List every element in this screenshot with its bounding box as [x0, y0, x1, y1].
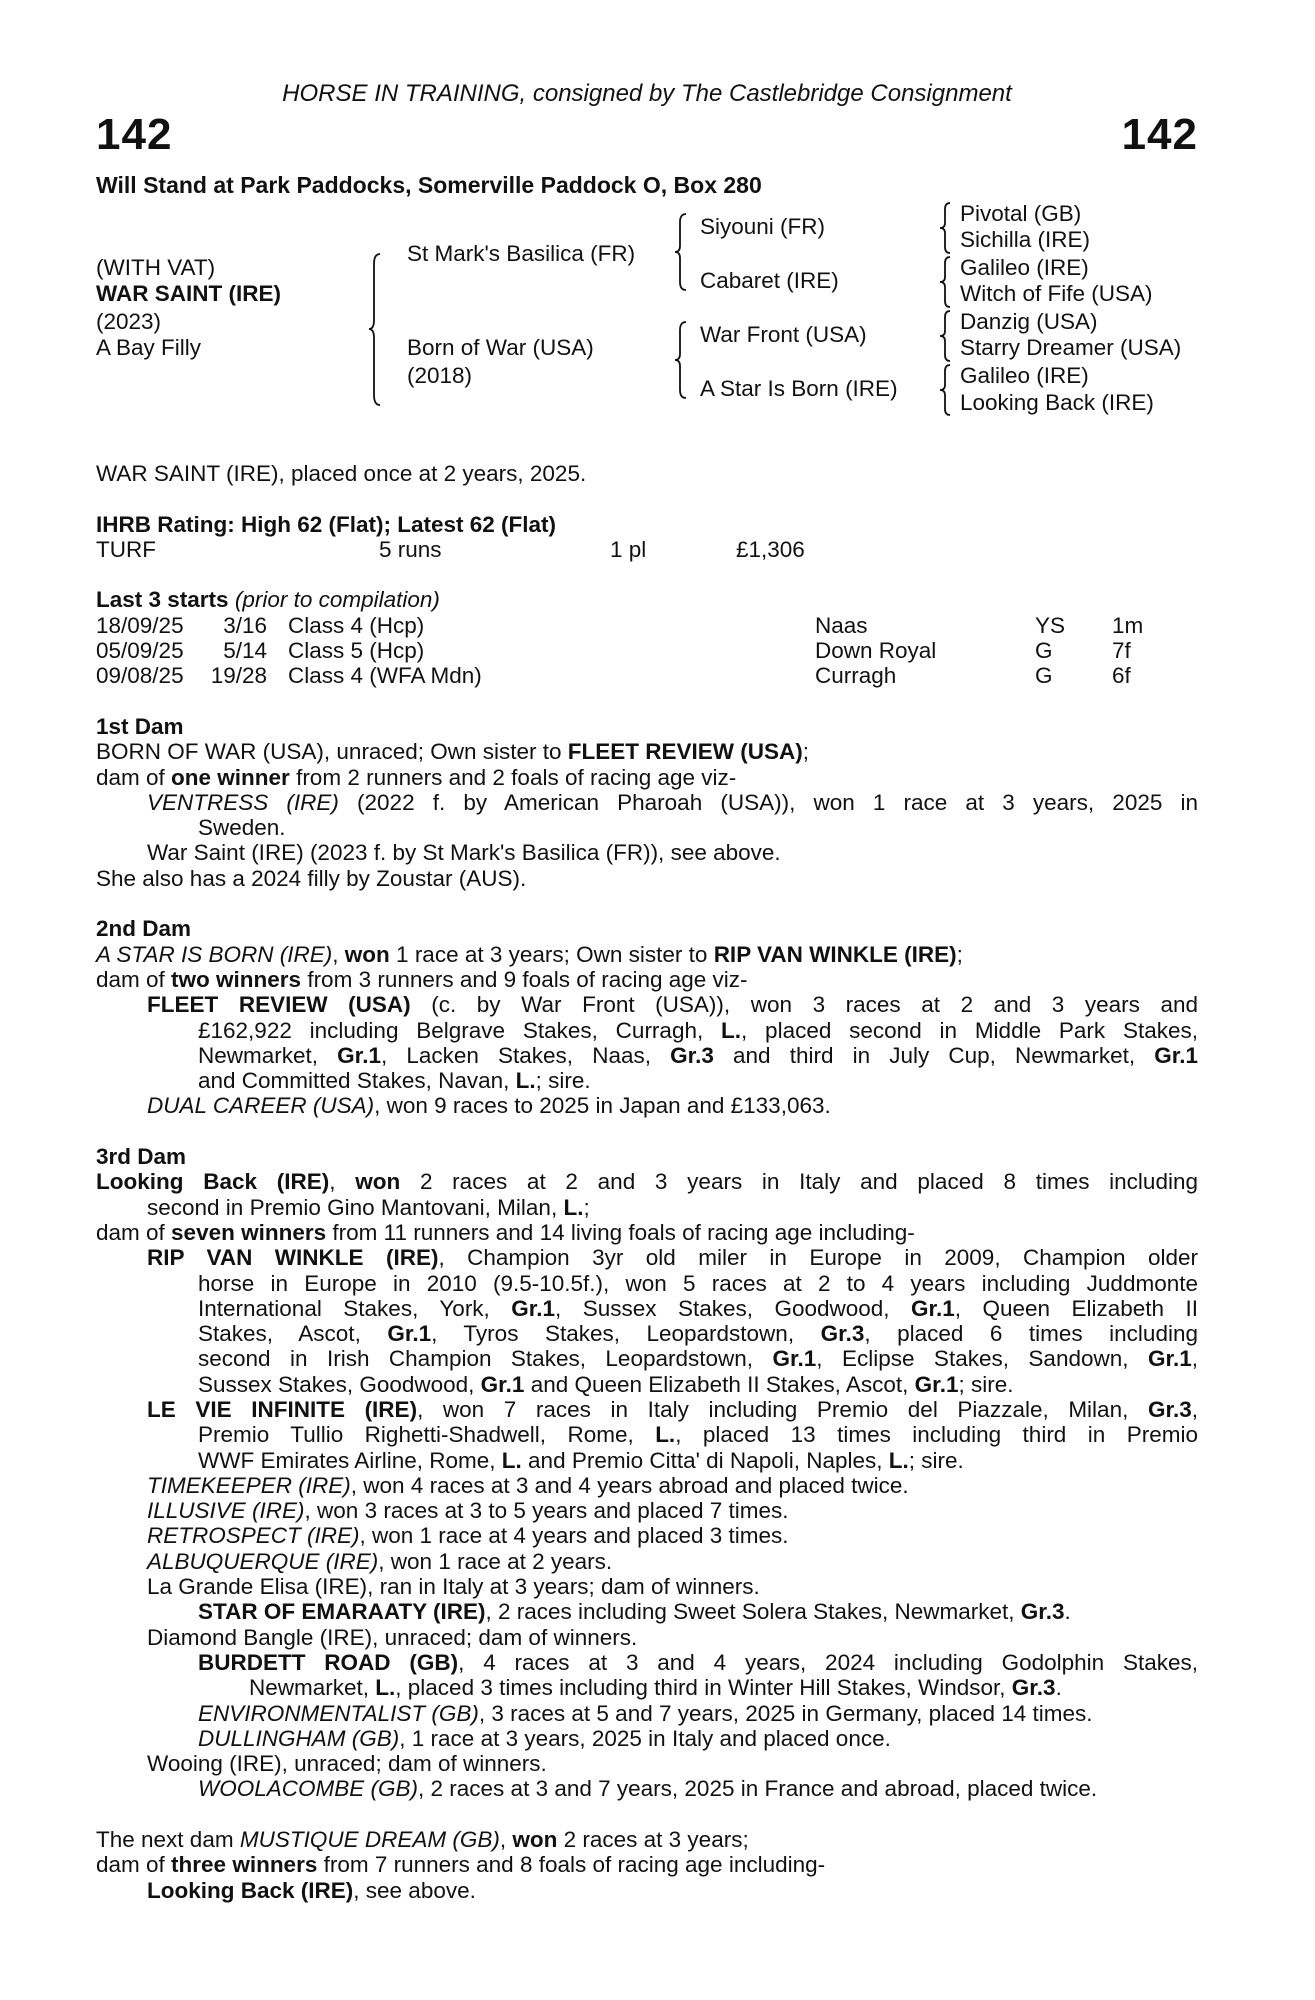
text-line	[198, 1650, 1198, 1675]
text: , Tyros Stakes, Leopardstown,	[431, 1321, 821, 1347]
paragraph	[96, 1599, 1198, 1624]
bold-text: Gr.3	[1020, 1599, 1065, 1625]
text: The next dam	[96, 1827, 240, 1853]
paragraph	[96, 1827, 1198, 1852]
start-date: 18/09/25	[96, 612, 184, 638]
text-line	[147, 1093, 1198, 1118]
text: , won 3 races at 3 to 5 years and placed 7 times.	[304, 1498, 789, 1524]
brace-icon	[938, 363, 952, 417]
catalogue-header: HORSE IN TRAINING, consigned by The Castlebridge Consignment	[282, 80, 1012, 107]
text-line	[198, 1271, 1198, 1296]
brace-icon	[938, 255, 952, 309]
stand-location: Will Stand at Park Paddocks, Somerville Paddock O, Box 280	[96, 172, 762, 198]
start-date: 05/09/25	[96, 638, 184, 664]
surface: TURF	[96, 536, 156, 562]
section-1	[96, 714, 1198, 891]
text: , won 7 races in Italy including Premio del Piazzale, Milan,	[417, 1396, 1148, 1422]
text-line	[198, 1726, 1198, 1751]
last-starts-table	[96, 613, 1198, 689]
lot-number-left: 142	[96, 110, 173, 159]
text-line	[198, 1422, 1198, 1447]
spacer	[96, 1802, 1198, 1827]
bold-text: Gr.1	[1147, 1346, 1192, 1372]
text-line	[198, 815, 1198, 840]
bold-text: L.	[655, 1422, 676, 1448]
text: , 2 races including Sweet Solera Stakes, Newmarket,	[485, 1599, 1021, 1625]
ancestor: Starry Dreamer (USA)	[960, 335, 1182, 360]
start-dist: 6f	[1112, 663, 1131, 689]
text: ;	[956, 941, 963, 967]
text: Sweden.	[198, 815, 286, 841]
paragraph	[96, 840, 1198, 865]
bold-text: Gr.1	[511, 1295, 556, 1321]
text: War Saint (IRE) (2023 f. by St Mark's Basilica (FR)), see above.	[147, 840, 781, 866]
text: ,	[329, 1169, 356, 1195]
text-line	[249, 1675, 1198, 1700]
text: , won 4 races at 3 and 4 years abroad and placed twice.	[350, 1472, 909, 1498]
text-line	[147, 840, 1198, 865]
paragraph	[96, 866, 1198, 891]
paragraph	[96, 1726, 1198, 1751]
bold-text: FLEET REVIEW (USA)	[567, 739, 803, 765]
bold-text: Gr.3	[1011, 1675, 1056, 1701]
horse-description: A Bay Filly	[96, 335, 202, 360]
text: WWF Emirates Airline, Rome,	[198, 1447, 502, 1473]
text: Premio Tullio Righetti-Shadwell, Rome,	[198, 1422, 656, 1448]
text-line	[147, 1751, 1198, 1776]
table-row	[96, 638, 1198, 663]
bold-text: Gr.1	[387, 1321, 432, 1347]
paragraph	[96, 1751, 1198, 1776]
bold-text: FLEET REVIEW (USA)	[147, 992, 411, 1018]
start-dist: 1m	[1112, 612, 1144, 638]
paragraph	[96, 739, 1198, 764]
start-date: 09/08/25	[96, 663, 184, 689]
brace-icon	[674, 212, 688, 292]
bold-text: L.	[375, 1675, 396, 1701]
italic-text: TIMEKEEPER (IRE)	[147, 1472, 351, 1498]
text-line	[96, 1852, 1198, 1877]
text: Sussex Stakes, Goodwood,	[198, 1371, 481, 1397]
text: Diamond Bangle (IRE), unraced; dam of winners.	[147, 1624, 638, 1650]
section-title: 2nd Dam	[96, 916, 192, 942]
sire: St Mark's Basilica (FR)	[407, 241, 636, 266]
bold-text: L.	[563, 1194, 584, 1220]
text: and Queen Elizabeth II Stakes, Ascot,	[524, 1371, 915, 1397]
text: and third in July Cup, Newmarket,	[713, 1042, 1155, 1068]
text: , Champion 3yr old miler in Europe in 2009, Champion older	[438, 1245, 1199, 1271]
start-going: YS	[1035, 612, 1066, 638]
text: , Eclipse Stakes, Sandown,	[816, 1346, 1148, 1372]
spacer	[96, 1119, 1198, 1144]
bold-text: L.	[888, 1447, 909, 1473]
text-line	[147, 1549, 1198, 1574]
italic-text: VENTRESS (IRE)	[147, 789, 339, 815]
text: , won 1 race at 4 years and placed 3 times.	[359, 1523, 789, 1549]
brace-icon	[674, 320, 688, 400]
paragraph	[96, 1397, 1198, 1473]
placings: 1 pl	[610, 536, 647, 562]
ancestor: Sichilla (IRE)	[960, 227, 1091, 252]
paragraph	[96, 1093, 1198, 1118]
text-line	[198, 1372, 1198, 1397]
text: ;	[583, 1194, 590, 1220]
table-row	[96, 663, 1198, 688]
earnings: £1,306	[736, 536, 805, 562]
text: second in Premio Gino Mantovani, Milan,	[147, 1194, 564, 1220]
paragraph	[96, 1776, 1198, 1801]
bold-text: Gr.1	[337, 1042, 381, 1068]
paragraph	[96, 790, 1198, 841]
text: ; sire.	[908, 1447, 964, 1473]
text: dam of	[96, 966, 172, 992]
text: from 2 runners and 2 foals of racing age viz-	[289, 764, 737, 790]
text: International Stakes, York,	[198, 1295, 512, 1321]
italic-text: ENVIRONMENTALIST (GB)	[198, 1700, 479, 1726]
start-pos: 19/28	[210, 663, 267, 689]
paragraph	[96, 1220, 1198, 1245]
paragraph	[96, 1498, 1198, 1523]
text: BORN OF WAR (USA), unraced; Own sister to	[96, 739, 568, 765]
text: and Committed Stakes, Navan,	[198, 1068, 516, 1094]
paragraph	[96, 942, 1198, 967]
text: dam of	[96, 1219, 172, 1245]
text: second in Irish Champion Stakes, Leopardstown,	[198, 1346, 773, 1372]
start-pos: 3/16	[223, 612, 267, 638]
bold-text: one winner	[171, 764, 290, 790]
text: , 4 races at 3 and 4 years, 2024 including Godolphin Stakes,	[458, 1649, 1198, 1675]
ancestor: Looking Back (IRE)	[960, 390, 1154, 415]
bold-text: BURDETT ROAD (GB)	[198, 1649, 459, 1675]
text-line	[147, 1625, 1198, 1650]
text-line	[198, 1448, 1198, 1473]
section-2	[96, 916, 1198, 1118]
text: Wooing (IRE), unraced; dam of winners.	[147, 1751, 547, 1777]
dam-sire: War Front (USA)	[700, 322, 867, 347]
text: (2022 f. by American Pharoah (USA)), won 1 race at 3 years, 2025 in	[338, 789, 1198, 815]
rating-row	[96, 537, 1198, 562]
catalogue-body	[96, 461, 1198, 1903]
text: ; sire.	[958, 1371, 1014, 1397]
start-dist: 7f	[1112, 638, 1131, 664]
bold-text: RIP VAN WINKLE (IRE)	[713, 941, 957, 967]
text-line	[96, 765, 1198, 790]
text: ;	[802, 739, 810, 765]
text: La Grande Elisa (IRE), ran in Italy at 3 years; dam of winners.	[147, 1574, 760, 1600]
text-line	[96, 1220, 1198, 1245]
text: , won 1 race at 2 years.	[378, 1548, 613, 1574]
table-row	[96, 613, 1198, 638]
text: ,	[499, 1827, 513, 1853]
text: ,	[332, 941, 345, 967]
italic-text: DULLINGHAM (GB)	[198, 1725, 400, 1751]
bold-text: Gr.3	[820, 1321, 865, 1347]
bold-text: L.	[501, 1447, 522, 1473]
foaling-year: (2023)	[96, 309, 162, 334]
bold-text: Gr.1	[914, 1371, 959, 1397]
paragraph	[96, 992, 1198, 1093]
italic-text: RETROSPECT (IRE)	[147, 1523, 360, 1549]
ancestor: Witch of Fife (USA)	[960, 281, 1153, 306]
italic-text: A STAR IS BORN (IRE)	[96, 941, 333, 967]
text: £162,922 including Belgrave Stakes, Curragh,	[198, 1017, 722, 1043]
paragraph	[96, 1549, 1198, 1574]
text: , won 9 races to 2025 in Japan and £133,063.	[374, 1093, 831, 1119]
text: , placed second in Middle Park Stakes,	[741, 1017, 1198, 1043]
paragraph	[96, 967, 1198, 992]
bold-text: Gr.1	[1154, 1042, 1198, 1068]
text: .	[1055, 1675, 1062, 1701]
text-line	[198, 1599, 1198, 1624]
dam: Born of War (USA)	[407, 335, 594, 360]
text-line	[147, 1195, 1198, 1220]
section-title: 1st Dam	[96, 713, 184, 739]
text: , 2 races at 3 and 7 years, 2025 in France and abroad, placed twice.	[418, 1776, 1098, 1802]
text-line	[96, 1827, 1198, 1852]
runs: 5 runs	[379, 536, 442, 562]
spacer	[96, 891, 1198, 916]
section-3	[96, 1144, 1198, 1802]
text: , see above.	[353, 1877, 476, 1903]
ancestor: Pivotal (GB)	[960, 201, 1082, 226]
bold-text: Looking Back (IRE)	[147, 1877, 354, 1903]
text: , Lacken Stakes, Naas,	[380, 1042, 671, 1068]
text: , placed 13 times including third in Premio	[675, 1422, 1198, 1448]
text-line	[96, 866, 1198, 891]
ancestor: Galileo (IRE)	[960, 363, 1089, 388]
paragraph	[96, 1650, 1198, 1701]
bold-text: L.	[515, 1068, 536, 1094]
brace-icon	[938, 309, 952, 363]
bold-text: three winners	[171, 1852, 318, 1878]
race-summary: WAR SAINT (IRE), placed once at 2 years, 2025.	[96, 461, 587, 486]
paragraph	[96, 765, 1198, 790]
dam-dam: A Star Is Born (IRE)	[700, 376, 898, 401]
ancestor: Danzig (USA)	[960, 309, 1098, 334]
start-going: G	[1035, 663, 1053, 689]
paragraph	[96, 1169, 1198, 1220]
text: Newmarket,	[249, 1675, 376, 1701]
bold-text: Gr.3	[1147, 1396, 1192, 1422]
start-race: Class 5 (Hcp)	[288, 638, 425, 664]
text: .	[1064, 1599, 1071, 1625]
paragraph	[96, 1473, 1198, 1498]
text-line	[198, 1346, 1198, 1371]
text: ; sire.	[535, 1068, 591, 1094]
sire-sire: Siyouni (FR)	[700, 214, 826, 239]
bold-text: RIP VAN WINKLE (IRE)	[147, 1245, 439, 1271]
bold-text: L.	[721, 1017, 742, 1043]
text-line	[147, 1878, 1198, 1903]
text-line	[147, 992, 1198, 1017]
bold-text: won	[344, 941, 390, 967]
bold-text: won	[512, 1827, 558, 1853]
start-going: G	[1035, 638, 1053, 664]
bold-text: Gr.1	[911, 1295, 955, 1321]
brace-icon	[368, 252, 382, 407]
bold-text: LE VIE INFINITE (IRE)	[147, 1396, 418, 1422]
text-line	[96, 942, 1198, 967]
text: Stakes, Ascot,	[198, 1321, 388, 1347]
text: ,	[1191, 1396, 1198, 1422]
text: ,	[1191, 1346, 1198, 1372]
start-course: Curragh	[815, 663, 897, 689]
paragraph	[96, 1245, 1198, 1397]
vat-note: (WITH VAT)	[96, 255, 216, 280]
bold-text: Gr.1	[480, 1371, 525, 1397]
start-race: Class 4 (WFA Mdn)	[288, 663, 482, 689]
start-course: Down Royal	[815, 638, 937, 664]
ancestor: Galileo (IRE)	[960, 255, 1089, 280]
bold-text: STAR OF EMARAATY (IRE)	[198, 1599, 486, 1625]
text: 1 race at 3 years; Own sister to	[389, 941, 714, 967]
text: , Queen Elizabeth II	[954, 1295, 1198, 1321]
spacer	[96, 689, 1198, 714]
text: , placed 6 times including	[864, 1321, 1198, 1347]
text: and Premio Citta' di Napoli, Naples,	[521, 1447, 889, 1473]
text-line	[198, 1068, 1198, 1093]
bold-text: two winners	[171, 966, 302, 992]
text-line	[198, 1296, 1198, 1321]
sire-dam: Cabaret (IRE)	[700, 268, 839, 293]
text: horse in Europe in 2010 (9.5-10.5f.), won 5 races at 2 to 4 years including Juddmonte	[198, 1270, 1198, 1296]
text: from 7 runners and 8 foals of racing age including-	[317, 1852, 826, 1878]
section-title: 3rd Dam	[96, 1144, 187, 1170]
text: She also has a 2024 filly by Zoustar (AUS).	[96, 865, 527, 891]
italic-text: DUAL CAREER (USA)	[147, 1093, 375, 1119]
bold-text: Gr.3	[670, 1042, 714, 1068]
bold-text: won	[355, 1169, 401, 1195]
text-line	[147, 1397, 1198, 1422]
paragraph	[96, 1852, 1198, 1877]
paragraph	[96, 1878, 1198, 1903]
text-line	[198, 1321, 1198, 1346]
text-line	[198, 1018, 1198, 1043]
text: 2 races at 2 and 3 years in Italy and placed 8 times including	[400, 1169, 1198, 1195]
text-line	[198, 1776, 1198, 1801]
start-race: Class 4 (Hcp)	[288, 612, 425, 638]
text: from 3 runners and 9 foals of racing age viz-	[301, 966, 748, 992]
rating-title: IHRB Rating: High 62 (Flat); Latest 62 (Flat)	[96, 511, 557, 537]
text-line	[96, 967, 1198, 992]
paragraph	[96, 1625, 1198, 1650]
italic-text: ALBUQUERQUE (IRE)	[147, 1548, 379, 1574]
paragraph	[96, 1523, 1198, 1548]
horse-name: WAR SAINT (IRE)	[96, 281, 281, 306]
text-line	[96, 739, 1198, 764]
text-line	[147, 1245, 1198, 1270]
text: 2 races at 3 years;	[557, 1827, 749, 1853]
text-line	[147, 790, 1198, 815]
last-starts-title: Last 3 starts	[96, 587, 229, 613]
text: (c. by War Front (USA)), won 3 races at 2 and 3 years and	[410, 992, 1199, 1018]
text-line	[96, 1169, 1198, 1194]
text-line	[147, 1574, 1198, 1599]
lot-number-right: 142	[1121, 110, 1198, 159]
text: from 11 runners and 14 living foals of racing age including-	[326, 1219, 915, 1245]
last-starts-note: (prior to compilation)	[234, 587, 440, 613]
text: , Sussex Stakes, Goodwood,	[555, 1295, 911, 1321]
text: , 3 races at 5 and 7 years, 2025 in Germany, placed 14 times.	[478, 1700, 1093, 1726]
italic-text: ILLUSIVE (IRE)	[147, 1498, 305, 1524]
text: Newmarket,	[198, 1042, 338, 1068]
text-line	[147, 1498, 1198, 1523]
bold-text: seven winners	[171, 1219, 327, 1245]
text: dam of	[96, 764, 172, 790]
dam-year: (2018)	[407, 363, 473, 388]
text-line	[198, 1043, 1198, 1068]
paragraph	[96, 1701, 1198, 1726]
text: , placed 3 times including third in Winter Hill Stakes, Windsor,	[395, 1675, 1012, 1701]
text: dam of	[96, 1852, 172, 1878]
text-line	[147, 1473, 1198, 1498]
brace-icon	[938, 201, 952, 255]
last-starts-heading	[96, 587, 1198, 612]
bold-text: Gr.1	[772, 1346, 817, 1372]
start-course: Naas	[815, 612, 868, 638]
paragraph	[96, 1574, 1198, 1599]
bold-text: Looking Back (IRE)	[96, 1169, 330, 1195]
text: , 1 race at 3 years, 2025 in Italy and placed once.	[399, 1725, 891, 1751]
italic-text: MUSTIQUE DREAM (GB)	[239, 1827, 500, 1853]
section-4	[96, 1827, 1198, 1903]
text-line	[147, 1523, 1198, 1548]
italic-text: WOOLACOMBE (GB)	[198, 1776, 419, 1802]
text-line	[198, 1701, 1198, 1726]
start-pos: 5/14	[223, 638, 267, 664]
